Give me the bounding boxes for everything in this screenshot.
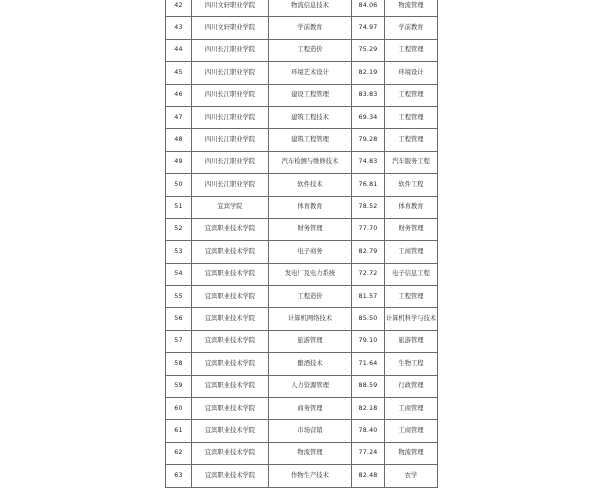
school-name: 宜宾职业技术学院 <box>192 375 269 397</box>
target-category: 体育教育 <box>385 196 438 218</box>
major-name: 人力资源管理 <box>269 375 352 397</box>
major-name: 酿酒技术 <box>269 353 352 375</box>
major-name: 计算机网络技术 <box>269 308 352 330</box>
school-name: 宜宾学院 <box>192 196 269 218</box>
target-category: 汽车服务工程 <box>385 151 438 173</box>
target-category: 工程管理 <box>385 39 438 61</box>
row-number: 51 <box>166 196 192 218</box>
row-number: 48 <box>166 129 192 151</box>
school-name: 四川文轩职业学院 <box>192 17 269 39</box>
major-name: 工程造价 <box>269 286 352 308</box>
target-category: 工商管理 <box>385 420 438 442</box>
target-category: 旅游管理 <box>385 330 438 352</box>
target-category: 电子信息工程 <box>385 263 438 285</box>
target-category: 物流管理 <box>385 442 438 464</box>
school-name: 四川文轩职业学院 <box>192 0 269 17</box>
score-value: 77.70 <box>352 218 385 240</box>
score-value: 82.79 <box>352 241 385 263</box>
school-name: 四川长江职业学院 <box>192 62 269 84</box>
target-category: 工商管理 <box>385 398 438 420</box>
table-row <box>166 420 438 442</box>
score-value: 69.34 <box>352 106 385 128</box>
score-value: 74.83 <box>352 151 385 173</box>
major-name: 电子商务 <box>269 241 352 263</box>
table-row <box>166 84 438 106</box>
major-name: 建设工程管理 <box>269 84 352 106</box>
table-row <box>166 129 438 151</box>
major-name: 物流管理 <box>269 442 352 464</box>
row-number: 53 <box>166 241 192 263</box>
table-row <box>166 465 438 487</box>
row-number: 45 <box>166 62 192 84</box>
table-row <box>166 218 438 240</box>
school-name: 宜宾职业技术学院 <box>192 398 269 420</box>
school-name: 四川长江职业学院 <box>192 39 269 61</box>
major-name: 作物生产技术 <box>269 465 352 487</box>
score-value: 78.52 <box>352 196 385 218</box>
target-category: 物流管理 <box>385 0 438 17</box>
major-name: 物流信息技术 <box>269 0 352 17</box>
school-name: 四川长江职业学院 <box>192 174 269 196</box>
target-category: 工程管理 <box>385 84 438 106</box>
row-number: 56 <box>166 308 192 330</box>
row-number: 60 <box>166 398 192 420</box>
table-row <box>166 375 438 397</box>
score-value: 81.57 <box>352 286 385 308</box>
school-name: 宜宾职业技术学院 <box>192 218 269 240</box>
table-row <box>166 62 438 84</box>
row-number: 44 <box>166 39 192 61</box>
table-row <box>166 174 438 196</box>
score-value: 82.18 <box>352 398 385 420</box>
document-page <box>165 0 437 488</box>
school-name: 宜宾职业技术学院 <box>192 286 269 308</box>
row-number: 47 <box>166 106 192 128</box>
row-number: 59 <box>166 375 192 397</box>
row-number: 49 <box>166 151 192 173</box>
row-number: 55 <box>166 286 192 308</box>
score-value: 76.81 <box>352 174 385 196</box>
major-name: 商务管理 <box>269 398 352 420</box>
table-row <box>166 398 438 420</box>
target-category: 软件工程 <box>385 174 438 196</box>
score-value: 74.97 <box>352 17 385 39</box>
major-name: 软件技术 <box>269 174 352 196</box>
row-number: 50 <box>166 174 192 196</box>
target-category: 工程管理 <box>385 286 438 308</box>
score-value: 77.24 <box>352 442 385 464</box>
table-row <box>166 330 438 352</box>
school-name: 宜宾职业技术学院 <box>192 263 269 285</box>
row-number: 54 <box>166 263 192 285</box>
score-value: 84.06 <box>352 0 385 17</box>
major-name: 旅游管理 <box>269 330 352 352</box>
row-number: 52 <box>166 218 192 240</box>
major-name: 建筑工程管理 <box>269 129 352 151</box>
major-name: 市场营销 <box>269 420 352 442</box>
row-number: 42 <box>166 0 192 17</box>
table-row <box>166 151 438 173</box>
target-category: 工商管理 <box>385 241 438 263</box>
school-name: 宜宾职业技术学院 <box>192 442 269 464</box>
row-number: 58 <box>166 353 192 375</box>
row-number: 63 <box>166 465 192 487</box>
row-number: 57 <box>166 330 192 352</box>
score-value: 71.64 <box>352 353 385 375</box>
school-name: 宜宾职业技术学院 <box>192 330 269 352</box>
table-row <box>166 0 438 17</box>
score-value: 82.48 <box>352 465 385 487</box>
score-value: 85.50 <box>352 308 385 330</box>
table-body <box>166 0 438 487</box>
score-value: 79.10 <box>352 330 385 352</box>
score-value: 78.40 <box>352 420 385 442</box>
table-row <box>166 286 438 308</box>
table-row <box>166 308 438 330</box>
school-name: 四川长江职业学院 <box>192 151 269 173</box>
school-name: 四川长江职业学院 <box>192 129 269 151</box>
score-value: 88.59 <box>352 375 385 397</box>
row-number: 62 <box>166 442 192 464</box>
school-name: 宜宾职业技术学院 <box>192 241 269 263</box>
major-name: 汽车检测与维修技术 <box>269 151 352 173</box>
score-value: 82.19 <box>352 62 385 84</box>
row-number: 61 <box>166 420 192 442</box>
table-row <box>166 17 438 39</box>
school-name: 四川长江职业学院 <box>192 84 269 106</box>
table-row <box>166 241 438 263</box>
score-value: 83.83 <box>352 84 385 106</box>
school-name: 宜宾职业技术学院 <box>192 420 269 442</box>
table-row <box>166 106 438 128</box>
score-value: 79.28 <box>352 129 385 151</box>
target-category: 计算机科学与技术 <box>385 308 438 330</box>
table-row <box>166 196 438 218</box>
row-number: 43 <box>166 17 192 39</box>
target-category: 环境设计 <box>385 62 438 84</box>
target-category: 生物工程 <box>385 353 438 375</box>
target-category: 工程管理 <box>385 106 438 128</box>
target-category: 财务管理 <box>385 218 438 240</box>
target-category: 学前教育 <box>385 17 438 39</box>
target-category: 工程管理 <box>385 129 438 151</box>
major-name: 环境艺术设计 <box>269 62 352 84</box>
major-name: 学前教育 <box>269 17 352 39</box>
major-name: 体育教育 <box>269 196 352 218</box>
target-category: 农学 <box>385 465 438 487</box>
table-row <box>166 263 438 285</box>
school-name: 宜宾职业技术学院 <box>192 465 269 487</box>
table-row <box>166 39 438 61</box>
table-row <box>166 442 438 464</box>
row-number: 46 <box>166 84 192 106</box>
major-name: 建筑工程技术 <box>269 106 352 128</box>
score-value: 75.29 <box>352 39 385 61</box>
major-name: 工程造价 <box>269 39 352 61</box>
school-name: 宜宾职业技术学院 <box>192 308 269 330</box>
admission-score-table <box>165 0 438 488</box>
score-value: 72.72 <box>352 263 385 285</box>
school-name: 宜宾职业技术学院 <box>192 353 269 375</box>
target-category: 行政管理 <box>385 375 438 397</box>
major-name: 财务管理 <box>269 218 352 240</box>
major-name: 发电厂及电力系统 <box>269 263 352 285</box>
school-name: 四川长江职业学院 <box>192 106 269 128</box>
table-row <box>166 353 438 375</box>
